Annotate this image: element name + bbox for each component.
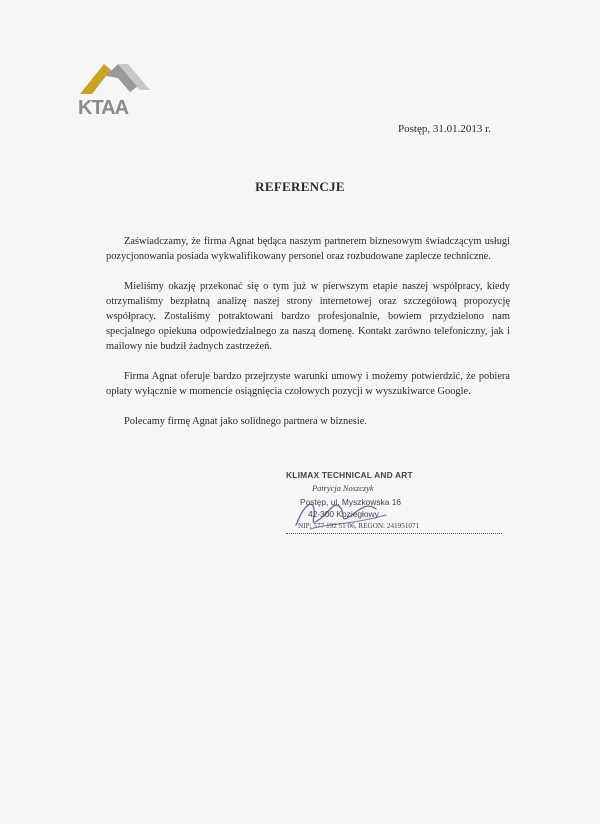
stamp-company: KLIMAX TECHNICAL AND ART [286, 470, 413, 480]
stamp-street: Postęp, ul. Myszkowska 16 [300, 497, 402, 507]
letter-date: Postęp, 31.01.2013 r. [398, 123, 491, 135]
stamp-registry: NIP: 577 192 51 06, REGON: 241951071 [298, 522, 420, 530]
paragraph-1: Zaświadczamy, że firma Agnat będąca naszym partnerem biznesowym świadczącym usługi pozycjonowania posiada wykwalifikowany personel oraz rozbudowane zaplecze techniczne. [106, 236, 510, 262]
paragraph-4: Polecamy firmę Agnat jako solidnego partnera w biznesie. [124, 416, 367, 427]
document-title: REFERENCJE [255, 179, 345, 194]
logo-gold-roof [80, 64, 118, 94]
stamp-city: 42-300 Koziegłowy [308, 509, 379, 519]
logo-text: KTAA [78, 97, 129, 118]
company-logo [76, 56, 160, 118]
stamp-person: Patrycja Noszczyk [312, 484, 374, 493]
stamp-divider [286, 533, 502, 534]
letter-body [106, 234, 510, 444]
paragraph-2: Mieliśmy okazję przekonać się o tym już w pierwszym etapie naszej współpracy, kiedy otrzymaliśmy bezpłatną analizę naszej strony internetowej oraz szczegółową propozycję współpracy. Zostaliśmy potraktowani bardzo profesjonalnie, bowiem przydzielono nam specjalnego opiekuna odpowiedzialnego za naszą domenę. Kontakt zarówno telefoniczny, jak i mailowy nie budził żadnych zastrzeżeń. [106, 281, 510, 352]
paragraph-3: Firma Agnat oferuje bardzo przejrzyste warunki umowy i możemy potwierdzić, że pobiera opłaty wyłącznie w momencie osiągnięcia czołowych pozycji w wyszukiwarce Google. [106, 371, 510, 397]
